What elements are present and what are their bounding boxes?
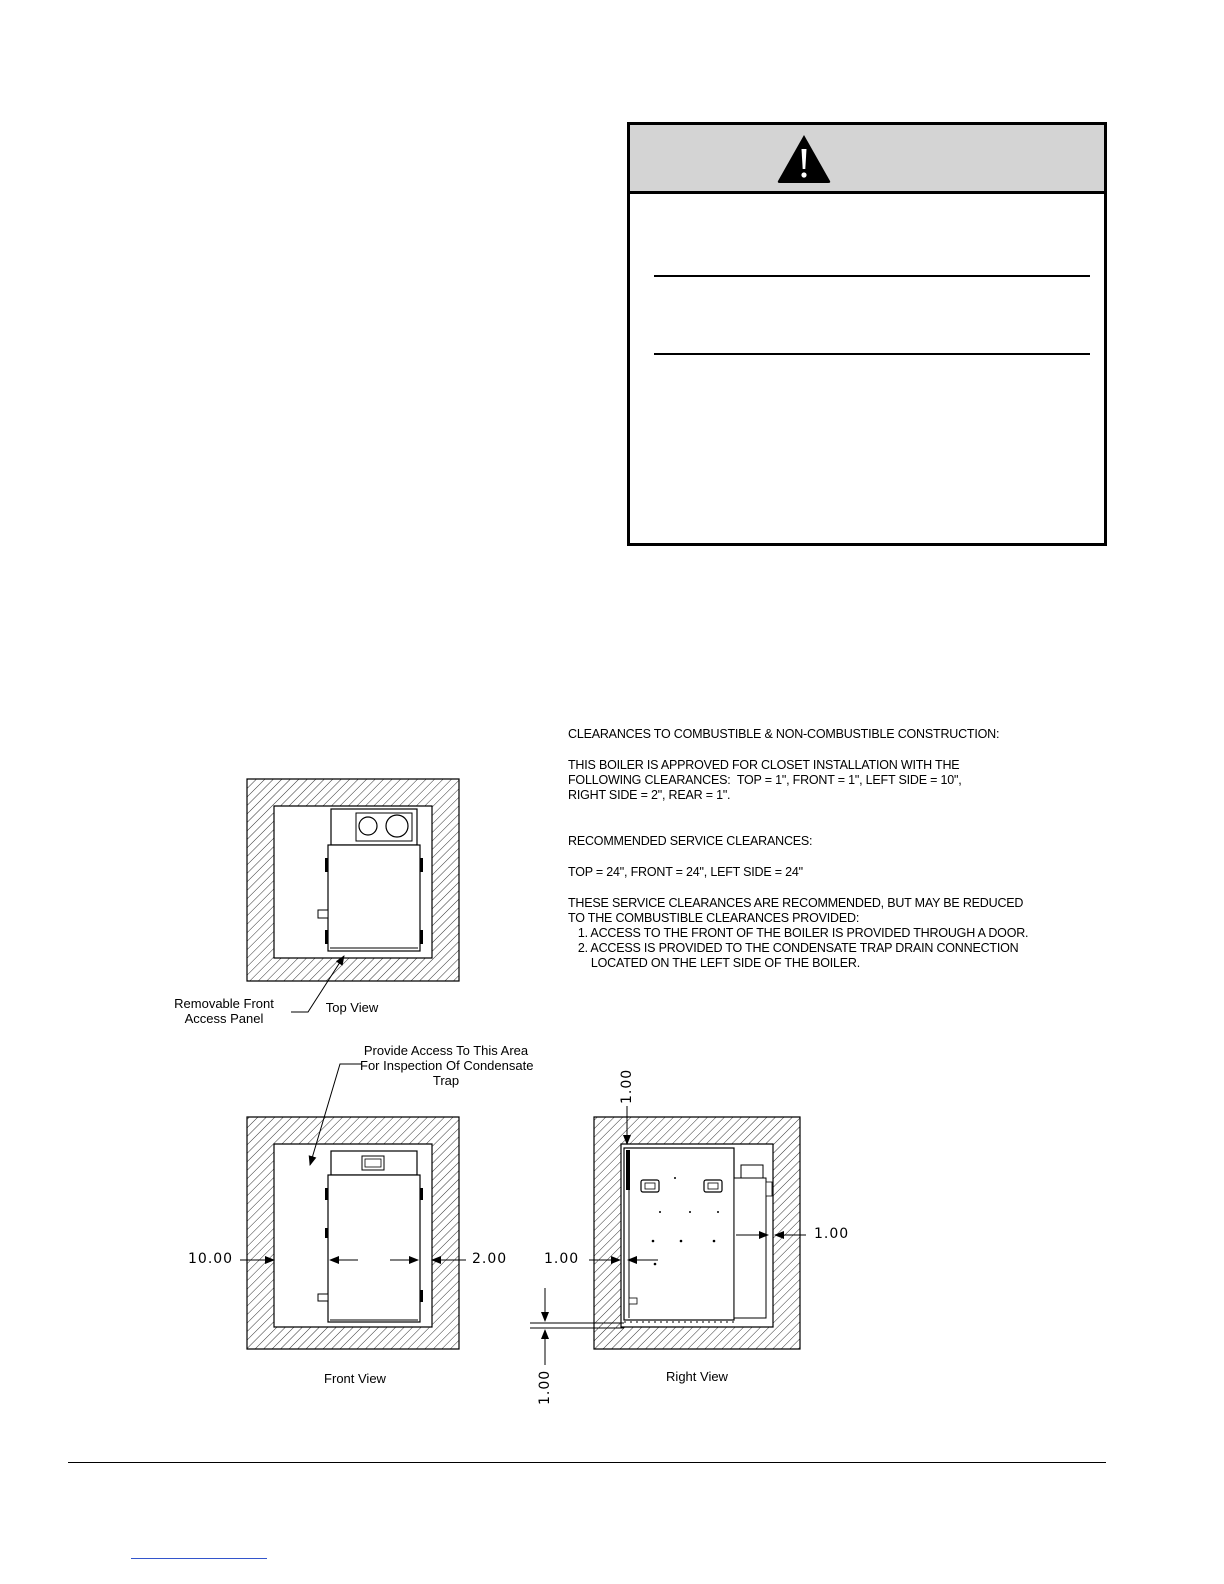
notes-item: 1. ACCESS TO THE FRONT OF THE BOILER IS PROVIDED THROUGH A DOOR. — [568, 926, 1029, 940]
notes-item: 2. ACCESS IS PROVIDED TO THE CONDENSATE TRAP DRAIN CONNECTION — [568, 941, 1019, 955]
footer-link-underline[interactable] — [131, 1558, 267, 1559]
clearance-notes — [568, 727, 1028, 971]
closet-text: THIS BOILER IS APPROVED FOR CLOSET INSTALLATION WITH THE — [568, 758, 960, 772]
footer-divider — [68, 1462, 1106, 1463]
dim-bottom-clearance: 1.00 — [537, 1369, 553, 1405]
right-view-label: Right View — [666, 1369, 728, 1384]
service-values: TOP = 24", FRONT = 24", LEFT SIDE = 24" — [568, 865, 803, 879]
service-heading: RECOMMENDED SERVICE CLEARANCES: — [568, 834, 813, 848]
top-view-label: Top View — [325, 1000, 379, 1015]
dim-front-clearance: 1.00 — [814, 1226, 850, 1242]
front-view-label: Front View — [324, 1371, 386, 1386]
reduce-text: THESE SERVICE CLEARANCES ARE RECOMMENDED, BUT MAY BE REDUCED — [568, 896, 1024, 910]
top-view-drawing — [247, 779, 459, 1012]
dim-right-clearance: 2.00 — [472, 1251, 508, 1267]
callout-line: Trap — [432, 1073, 460, 1088]
front-view-drawing — [240, 1064, 466, 1349]
condensate-trap-callout — [360, 1043, 532, 1088]
reduce-text: TO THE COMBUSTIBLE CLEARANCES PROVIDED: — [568, 911, 860, 925]
callout-line: Access Panel — [184, 1011, 264, 1026]
callout-line: For Inspection Of Condensate — [360, 1058, 534, 1073]
closet-text: FOLLOWING CLEARANCES: TOP = 1", FRONT = 1", LEFT SIDE = 10", — [568, 773, 962, 787]
dim-left-clearance: 10.00 — [188, 1251, 234, 1267]
closet-text: RIGHT SIDE = 2", REAR = 1". — [568, 788, 731, 802]
notes-heading: CLEARANCES TO COMBUSTIBLE & NON-COMBUSTIBLE CONSTRUCTION: — [568, 727, 1000, 741]
dim-rear-clearance: 1.00 — [544, 1251, 580, 1267]
callout-line: Provide Access To This Area — [363, 1043, 529, 1058]
right-view-drawing — [530, 1106, 806, 1365]
notes-item: LOCATED ON THE LEFT SIDE OF THE BOILER. — [568, 956, 861, 970]
callout-line: Removable Front — [174, 996, 274, 1011]
removable-panel-callout — [172, 996, 276, 1026]
dim-top-clearance: 1.00 — [619, 1068, 635, 1104]
